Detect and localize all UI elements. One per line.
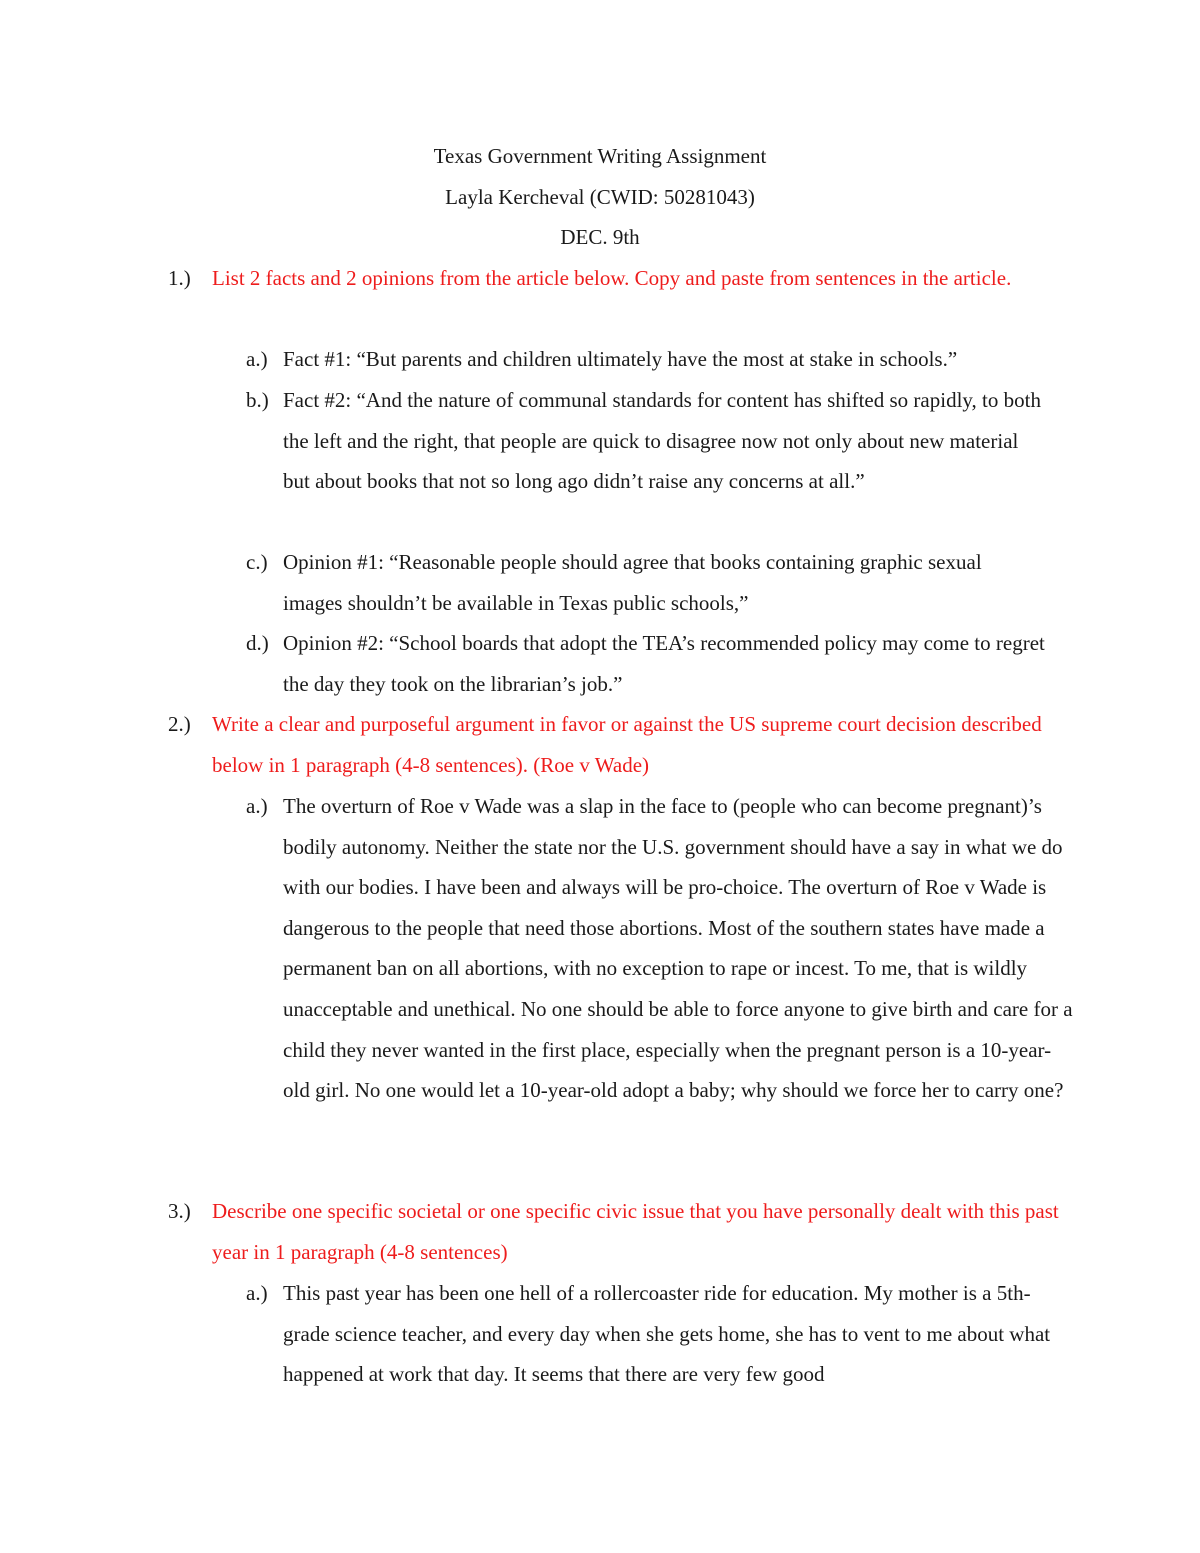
answer-1b-text: Fact #2: “And the nature of communal standards for content has shifted so rapidly, to both the left and the right, that people are quick to disagree now not only about new material but about books that not so long ago didn’t raise any concerns at all.” — [283, 388, 1041, 494]
author-line: Layla Kercheval (CWID: 50281043) — [445, 185, 755, 209]
answer-2a-label: a.) — [246, 794, 268, 818]
answer-1a-text: Fact #1: “But parents and children ultimately have the most at stake in schools.” — [283, 347, 958, 371]
answer-1c-label: c.) — [246, 550, 268, 574]
question-1-number: 1.) — [168, 266, 191, 290]
question-1-prompt: List 2 facts and 2 opinions from the article below. Copy and paste from sentences in the article. — [212, 266, 1012, 290]
answer-1a-label: a.) — [246, 347, 268, 371]
answer-1b-label: b.) — [246, 388, 269, 412]
answer-2a-text: The overturn of Roe v Wade was a slap in the face to (people who can become pregnant)’s bodily autonomy. Neither the state nor the U.S. government should have a say in what we do with our bodies. I have been and always will be pro-choice. The overturn of Roe v Wade is dangerous to the people that need those abortions. Most of the southern states have made a permanent ban on all abortions, with no exception to rape or incest. To me, that is wildly unacceptable and unethical. No one should be able to force anyone to give birth and care for a child they never wanted in the first place, especially when the pregnant person is a 10-year-old girl. No one would let a 10-year-old adopt a baby; why should we force her to carry one? — [283, 794, 1073, 1103]
date-line: DEC. 9th — [560, 225, 640, 249]
answer-3a-text: This past year has been one hell of a rollercoaster ride for education. My mother is a 5th-grade science teacher, and every day when she gets home, she has to vent to me about what happened at work that day. It seems that there are very few good — [283, 1281, 1051, 1387]
answer-1c-text: Opinion #1: “Reasonable people should agree that books containing graphic sexual images shouldn’t be available in Texas public schools,” — [283, 550, 982, 615]
question-2-number: 2.) — [168, 712, 191, 736]
answer-3a-label: a.) — [246, 1281, 268, 1305]
question-3-prompt: Describe one specific societal or one specific civic issue that you have personally dealt with this past year in 1 paragraph (4-8 sentences) — [212, 1199, 1059, 1264]
question-3-number: 3.) — [168, 1199, 191, 1223]
answer-1d-label: d.) — [246, 631, 269, 655]
answer-1d-text: Opinion #2: “School boards that adopt the TEA’s recommended policy may come to regret the day they took on the librarian’s job.” — [283, 631, 1045, 696]
document-title: Texas Government Writing Assignment — [433, 144, 767, 168]
question-2-prompt: Write a clear and purposeful argument in favor or against the US supreme court decision described below in 1 paragraph (4-8 sentences). (Roe v Wade) — [212, 712, 1042, 777]
